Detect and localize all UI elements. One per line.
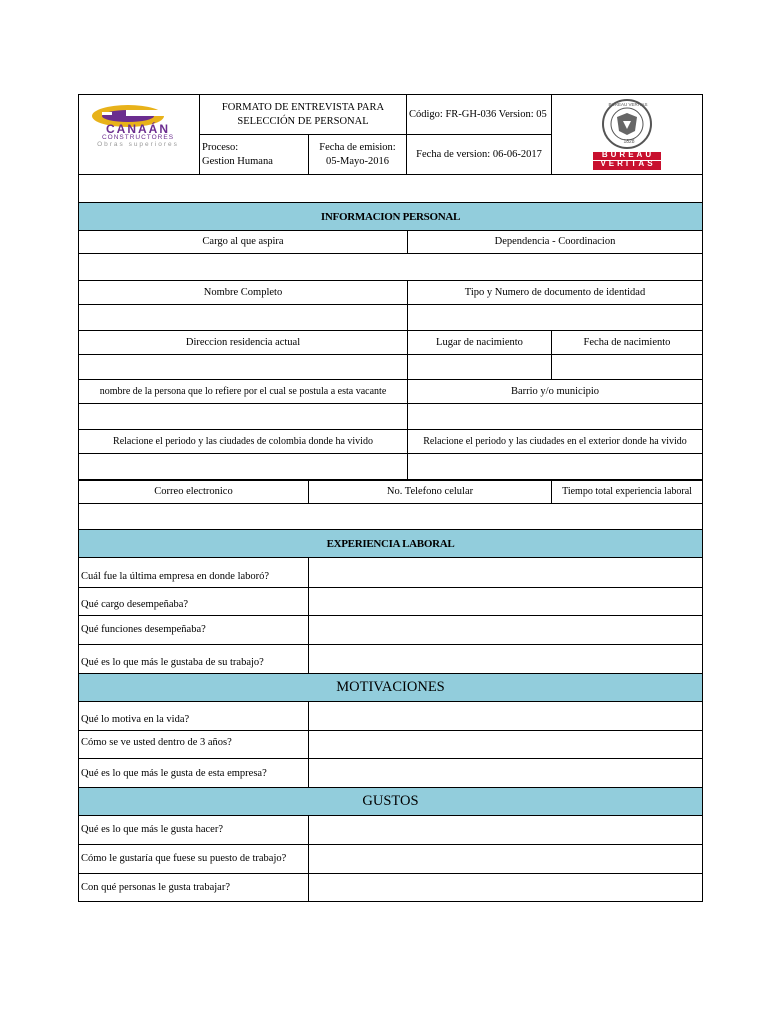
logo-tagline: Obras superiores xyxy=(97,141,179,148)
input-referido[interactable] xyxy=(78,403,408,430)
answer-motiva[interactable] xyxy=(308,701,703,731)
answer-funciones[interactable] xyxy=(308,615,703,645)
answer-personas-trabajar[interactable] xyxy=(308,873,703,902)
input-nombre[interactable] xyxy=(78,304,408,331)
input-ciudades-colombia[interactable] xyxy=(78,453,408,480)
question-ultima-empresa: Cuál fue la última empresa en donde laboró? xyxy=(78,557,309,588)
section-experiencia-title: EXPERIENCIA LABORAL xyxy=(78,529,703,558)
version-date: Fecha de version: 06-06-2017 xyxy=(406,134,552,175)
answer-ultima-empresa[interactable] xyxy=(308,557,703,588)
process-cell xyxy=(199,134,309,175)
label-cargo: Cargo al que aspira xyxy=(78,230,408,254)
input-barrio[interactable] xyxy=(407,403,703,430)
answer-gusta-empresa[interactable] xyxy=(308,758,703,788)
answer-tres-anos[interactable] xyxy=(308,730,703,759)
input-documento[interactable] xyxy=(407,304,703,331)
label-ciudades-colombia: Relacione el periodo y las ciudades de colombia donde ha vivido xyxy=(78,429,408,454)
question-gusta-empresa: Qué es lo que más le gusta de esta empresa? xyxy=(78,758,309,788)
process-label: Proceso: xyxy=(202,141,239,153)
label-fecha-nacimiento: Fecha de nacimiento xyxy=(551,330,703,355)
input-ciudades-exterior[interactable] xyxy=(407,453,703,480)
answer-gustaba-trabajo[interactable] xyxy=(308,644,703,674)
process-value: Gestion Humana xyxy=(202,155,273,167)
cert-seal-text: BUREAU VERITAS xyxy=(608,102,648,107)
label-correo: Correo electronico xyxy=(78,480,309,504)
label-referido: nombre de la persona que lo refiere por el cual se postula a esta vacante xyxy=(78,379,408,404)
cert-year: 1828 xyxy=(623,139,635,145)
answer-gusta-hacer[interactable] xyxy=(308,815,703,845)
answer-puesto-trabajo[interactable] xyxy=(308,844,703,874)
input-lugar-nacimiento[interactable] xyxy=(407,354,552,380)
question-motiva: Qué lo motiva en la vida? xyxy=(78,701,309,731)
answer-cargo[interactable] xyxy=(308,587,703,616)
logo-sub: CONSTRUCTORES xyxy=(101,134,175,141)
section-motivaciones-title: MOTIVACIONES xyxy=(78,673,703,702)
label-ciudades-exterior: Relacione el periodo y las ciudades en el exterior donde ha vivido xyxy=(407,429,703,454)
label-documento: Tipo y Numero de documento de identidad xyxy=(407,280,703,305)
emission-cell xyxy=(308,134,407,175)
label-direccion: Direccion residencia actual xyxy=(78,330,408,355)
question-tres-anos: Cómo se ve usted dentro de 3 años? xyxy=(78,730,309,759)
logo-name: CANAÁN xyxy=(106,122,170,136)
form-code: Código: FR-GH-036 Version: 05 xyxy=(406,94,552,135)
label-nombre: Nombre Completo xyxy=(78,280,408,305)
label-lugar-nacimiento: Lugar de nacimiento xyxy=(407,330,552,355)
label-dependencia: Dependencia - Coordinacion xyxy=(407,230,703,254)
emission-value: 05-Mayo-2016 xyxy=(326,155,389,167)
input-fecha-nacimiento[interactable] xyxy=(551,354,703,380)
input-direccion[interactable] xyxy=(78,354,408,380)
question-puesto-trabajo: Cómo le gustaría que fuese su puesto de trabajo? xyxy=(78,844,309,874)
question-gusta-hacer: Qué es lo que más le gusta hacer? xyxy=(78,815,309,845)
canaan-logo xyxy=(80,100,198,160)
section-personal-title: INFORMACION PERSONAL xyxy=(78,202,703,231)
label-experiencia-total: Tiempo total experiencia laboral xyxy=(551,480,703,504)
form-title: FORMATO DE ENTREVISTA PARA SELECCIÓN DE PERSONAL xyxy=(199,94,407,135)
section-gustos-title: GUSTOS xyxy=(78,787,703,816)
question-cargo: Qué cargo desempeñaba? xyxy=(78,587,309,616)
label-barrio: Barrio y/o municipio xyxy=(407,379,703,404)
question-personas-trabajar: Con qué personas le gusta trabajar? xyxy=(78,873,309,902)
question-funciones: Qué funciones desempeñaba? xyxy=(78,615,309,645)
cert-word-1: BUREAU xyxy=(601,150,655,159)
cert-cell xyxy=(551,94,703,175)
question-gustaba-trabajo: Qué es lo que más le gustaba de su trabajo? xyxy=(78,644,309,674)
label-telefono: No. Telefono celular xyxy=(308,480,552,504)
emission-label: Fecha de emision: xyxy=(319,141,396,153)
cert-word-2: VERITAS xyxy=(600,159,656,168)
